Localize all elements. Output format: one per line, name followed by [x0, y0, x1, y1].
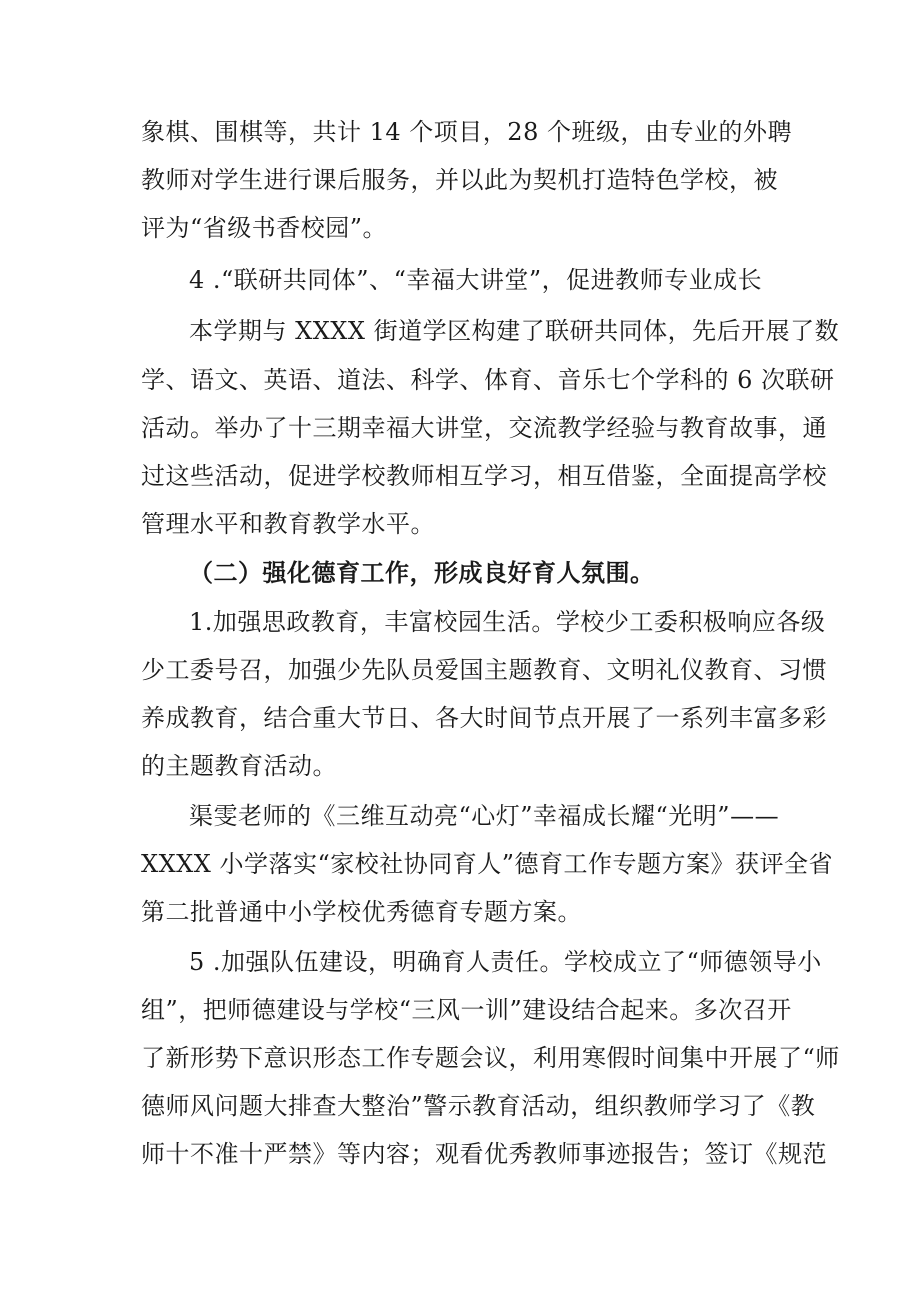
paragraph-line: 管理水平和教育教学水平。	[141, 510, 435, 538]
paragraph-line: 渠雯老师的《三维互动亮“心灯”幸福成长耀“光明”——	[189, 802, 780, 830]
paragraph-line: 的主题教育活动。	[141, 752, 337, 780]
paragraph-line: 学、语文、英语、道法、科学、体育、音乐七个学科的 6 次联研	[141, 366, 835, 394]
paragraph-line: 了新形势下意识形态工作专题会议，利用寒假时间集中开展了“师	[141, 1044, 840, 1072]
paragraph-line: XXXX 小学落实“家校社协同育人”德育工作专题方案》获评全省	[141, 850, 834, 878]
paragraph-line: 教师对学生进行课后服务，并以此为契机打造特色学校，被	[141, 166, 778, 194]
paragraph-line: 少工委号召，加强少先队员爱国主题教育、文明礼仪教育、习惯	[141, 656, 827, 684]
paragraph-line: 活动。举办了十三期幸福大讲堂，交流教学经验与教育故事，通	[141, 414, 827, 442]
paragraph-line: 师十不准十严禁》等内容；观看优秀教师事迹报告；签订《规范	[141, 1140, 827, 1168]
paragraph-line: 评为“省级书香校园”。	[141, 214, 388, 242]
section-subheading: 4 .“联研共同体”、“幸福大讲堂”，促进教师专业成长	[189, 266, 763, 294]
paragraph-line: 德师风问题大排查大整治”警示教育活动，组织教师学习了《教	[141, 1092, 816, 1120]
paragraph-line: 5 .加强队伍建设，明确育人责任。学校成立了“师德领导小	[189, 948, 822, 976]
paragraph-line: 养成教育，结合重大节日、各大时间节点开展了一系列丰富多彩	[141, 704, 827, 732]
paragraph-line: 本学期与 XXXX 街道学区构建了联研共同体，先后开展了数	[189, 317, 840, 345]
paragraph-line: 第二批普通中小学校优秀德育专题方案。	[141, 898, 582, 926]
section-heading: （二）强化德育工作，形成良好育人氛围。	[189, 558, 655, 587]
paragraph-line: 过这些活动，促进学校教师相互学习，相互借鉴，全面提高学校	[141, 462, 827, 490]
paragraph-line: 组”，把师德建设与学校“三风一训”建设结合起来。多次召开	[141, 996, 792, 1024]
paragraph-line: 象棋、围棋等，共计 14 个项目，28 个班级，由专业的外聘	[141, 118, 792, 146]
paragraph-line: 1.加强思政教育，丰富校园生活。学校少工委积极响应各级	[189, 608, 826, 636]
